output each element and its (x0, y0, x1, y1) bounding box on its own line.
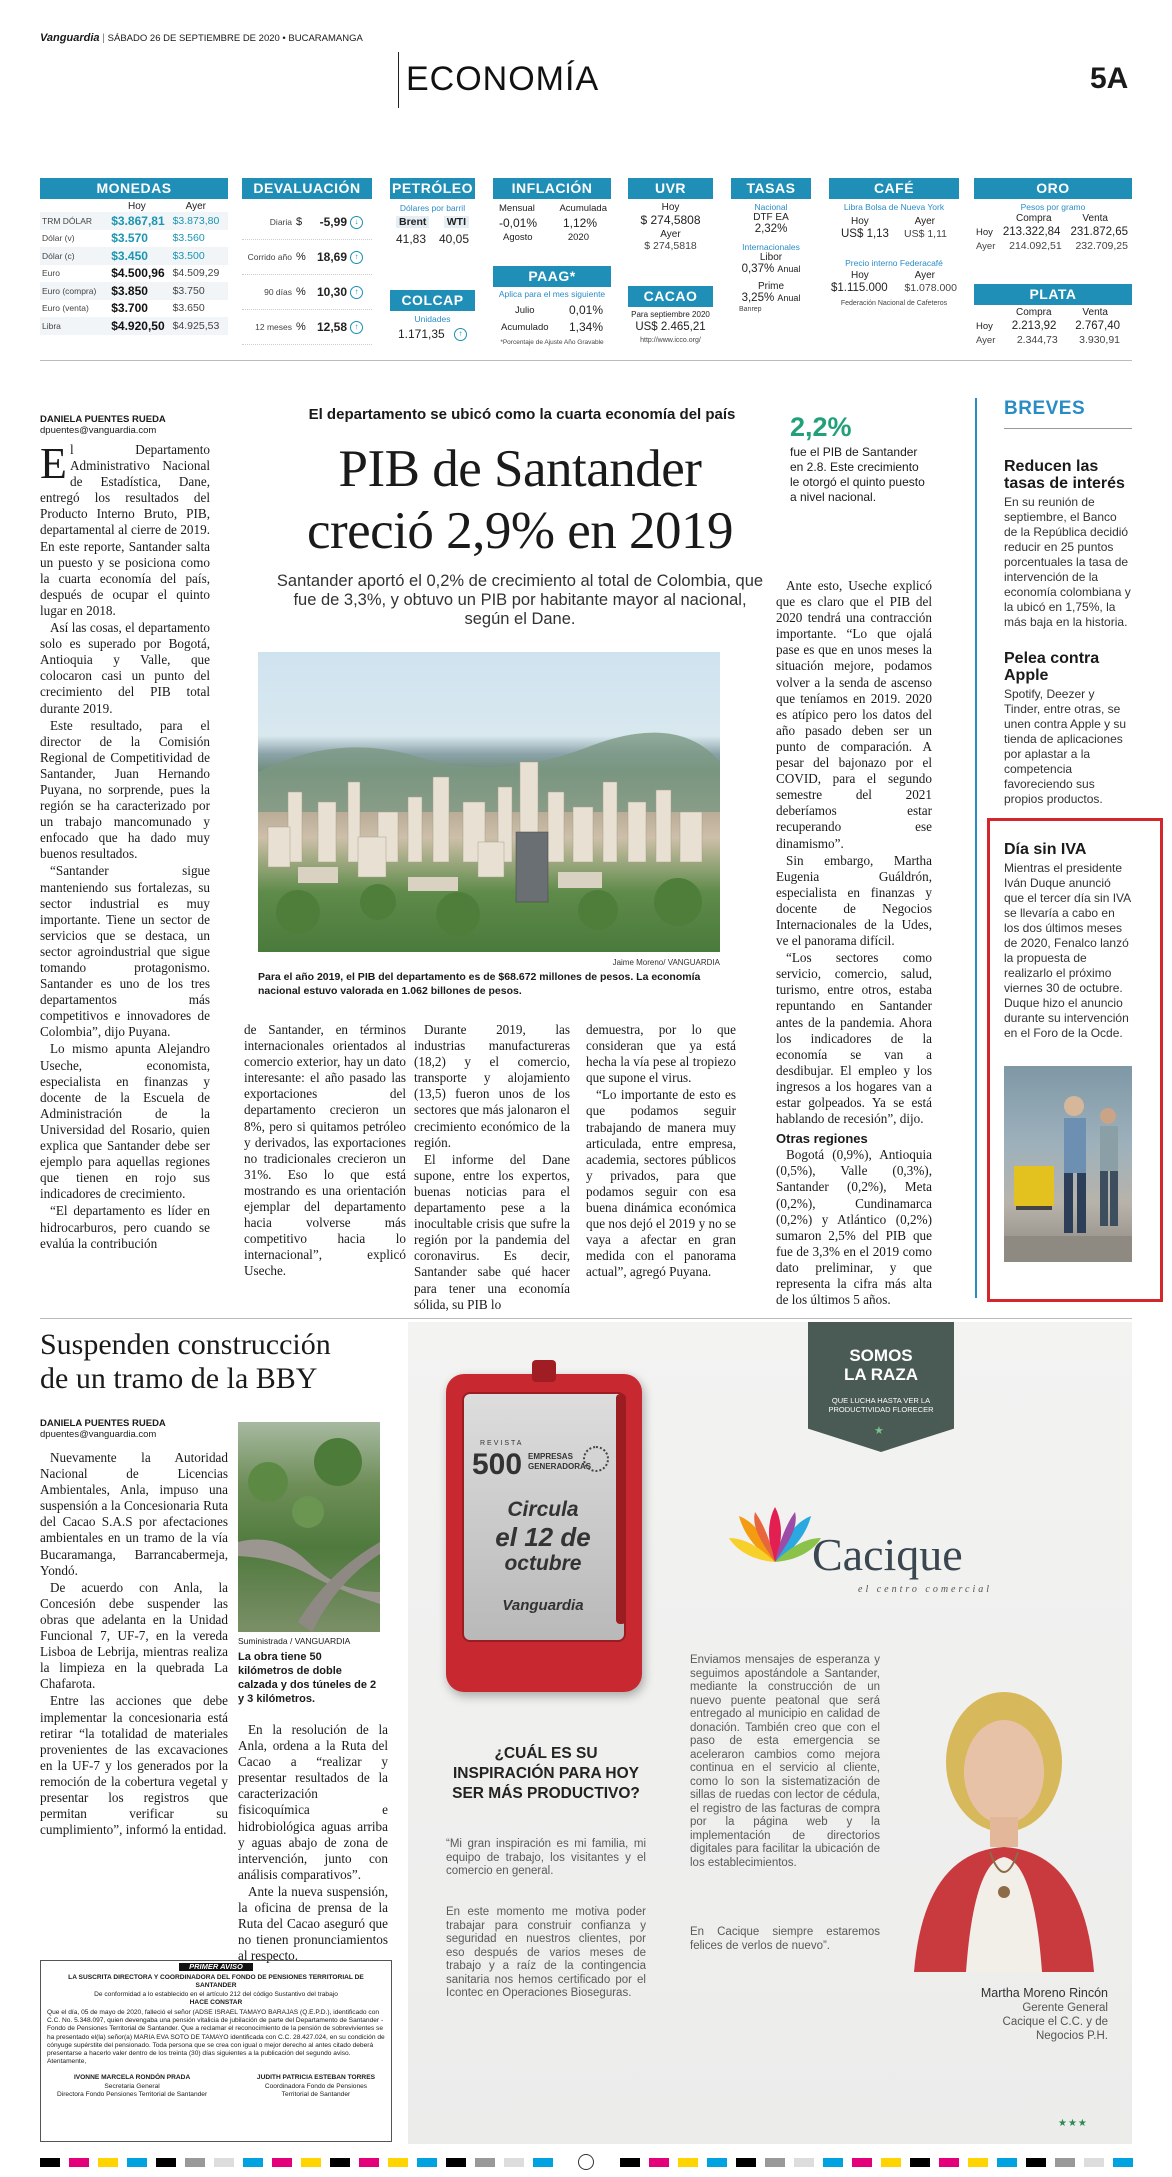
deval-label: Diaria (269, 217, 292, 227)
color-swatch (243, 2158, 263, 2167)
paag-acum-label: Acumulado (501, 321, 549, 333)
inflacion-box (493, 178, 611, 264)
paag-julio-value: 0,01% (568, 303, 603, 317)
circula-2: el 12 de (495, 1522, 591, 1552)
bby-col-2-paragraph: En la resolución de la Anla, ordena a la Ruta del Cacao a “realizar y presentar resultados de la caracterización fisicoquímica e hidrobiológica aguas arriba y aguas abajo de zona de intervención, junto con análisis comparativos”. (238, 1722, 388, 1882)
petroleo-sub: Dólares por barril (399, 203, 466, 213)
markets-bottom-rule (40, 360, 1132, 361)
devaluacion-title: DEVALUACIÓN (242, 178, 372, 199)
color-swatch (1113, 2158, 1133, 2167)
oro-hoy-label: Hoy (976, 226, 993, 238)
handle (532, 1360, 556, 1382)
bby-col-2 (238, 1722, 388, 1964)
main-col-1-paragraph: Así las cosas, el departamento solo es superado por Bogotá, Antioquia y Valle, que colocaron casi un punto del crecimiento del PIB total durante 2019. (40, 620, 210, 716)
section-divider (398, 52, 399, 108)
cacique-flower-icon (730, 1502, 820, 1592)
color-swatch (417, 2158, 437, 2167)
drop-cap: E (40, 439, 67, 488)
inflacion-acumulada-value: 1,12% (562, 216, 597, 230)
dtf-value: 2,32% (754, 223, 788, 235)
monedas-ayer-label: Ayer (185, 201, 206, 212)
breves-rule (1004, 428, 1132, 429)
color-swatch (794, 2158, 814, 2167)
deval-value: 12,58 (316, 320, 347, 334)
color-swatch (127, 2158, 147, 2167)
tasas-box (731, 178, 811, 350)
aviso-h1: LA SUSCRITA DIRECTORA Y COORDINADORA DEL FONDO DE PENSIONES TERRITORIAL DE SANTANDER (68, 1974, 364, 1990)
bby-col-1-paragraph: De acuerdo con Anla, la Concesión debe suspender las obras que adelanta en la Unidad Funcional 7, UF-7, en la vereda Lisboa de Lebrija, mientras realiza la limpieza en la quebrada La Chafarota. (40, 1579, 228, 1692)
cafe-note: Federación Nacional de Cafeteros (840, 300, 948, 307)
color-swatch (301, 2158, 321, 2167)
main-col-4-paragraph: “Lo importante de esto es que podamos seguir trabajando de manera muy articulada, entre empresa, academia, sectores públicos y privados, para que podamos seguir con esa buena dinámica económica que nos dejó el 2019 y no se vaya a afectar en gran medida con el panorama actual”, agregó Puyana. (586, 1087, 736, 1280)
oro-ayer-venta: 232.709,25 (1075, 240, 1128, 252)
ad-stars-icon: ★★★ (1058, 2118, 1088, 2129)
mag-sub-1: EMPRESAS (528, 1452, 573, 1461)
uvr-ayer-value: $ 274,5818 (644, 240, 697, 252)
mag-number: 500 (472, 1448, 523, 1481)
mag-label: REVISTA (480, 1440, 524, 1447)
aviso-sig2-name: JUDITH PATRICIA ESTEBAN TORRES (256, 2074, 375, 2082)
color-swatch (533, 2158, 553, 2167)
paag-sub: Aplica para el mes siguiente (498, 289, 606, 299)
cafe-sub2: Precio interno Federacafé (845, 258, 943, 268)
moneda-hoy: $3.450 (111, 248, 148, 263)
main-col-1-paragraph: Lo mismo apunta Alejandro Useche, economista, especialista en finanzas y docente de la Escuela de Administración de la Universidad del Rosario, quien explica que Santander debe ser ejemplo para aquellas regiones que tienen en rojo sus indicadores de crecimiento. (40, 1041, 210, 1202)
paag-box (493, 266, 611, 350)
uvr-hoy-label: Hoy (661, 202, 680, 213)
prime-unit: Anual (777, 293, 801, 303)
inflacion-mensual-value: -0,01% (499, 216, 538, 230)
deval-row (242, 240, 372, 275)
main-col-2-text: de Santander, en términos internacionales orientados al comercio exterior, hay un dato interesante: el año pasado las exportaciones del departamento crecieron un 8%, pero si quitamos petróleo y derivados, las exportaciones no tradicionales crecieron un 31%. Eso lo que está mostrando es una orientación ejemplar del departamento hacia volverse más competitivo hacia lo internacional”, explicó Useche. (244, 1022, 406, 1279)
paag-julio-label: Julio (515, 304, 535, 316)
badge-line-1: SOMOS (849, 1346, 913, 1365)
moneda-row (40, 282, 228, 300)
color-swatch (185, 2158, 205, 2167)
moneda-label: Euro (42, 268, 60, 279)
shoppers-illustration (1004, 1066, 1132, 1262)
uvr-title: UVR (628, 178, 713, 199)
moneda-hoy: $3.700 (111, 301, 148, 316)
cafe-ayer2-value: $1.078.000 (904, 282, 957, 294)
deval-label: 90 días (264, 287, 292, 297)
main-deck: Santander aportó el 0,2% de crecimiento al total de Colombia, que fue de 3,3%, y obtuvo un PIB por habitante mayor al nacional, según el Dane. (276, 572, 764, 628)
main-byline (40, 414, 200, 436)
main-col-5-paragraph: Ante esto, Useche explicó que es claro que el PIB del 2020 tendrá una contracción importante. “Lo que ojalá pase es que en unos meses la situación mejore, podamos volver a la senda de ascenso que teníamos en 2019. 2020 es atípico pero los datos del año pasado deben ser un punto de comparación. A pesar del bajonazo por el COVID, para el segundo semestre del 2021 deberíamos estar recuperando ese dinamismo”. (776, 578, 932, 851)
aviso-body: Que el día, 05 de mayo de 2020, falleció el señor (ADSE ISRAEL TAMAYO BARAJAS (Q.E.P.D.), identificado con C.C. No. 5.348.097, quien devengaba una pensión vitalicia de jubilación de parte del Departamento de Santander - Fondo de Pensiones Territorial de Santander. Que a reclamar el reconocimiento de la pensión de sobrevivientes se ha presentado el(la) señor(a) MARIA EVA SOTO DE TAMAYO identificada con C.C. 28.427.024, en su condición de cónyuge supérstite del pensionado. Toda persona que se crea con igual o mejor derecho al antes citado deberá presentarse a hacerlo valer dentro de los treinta (30) días siguientes a la publicación del segundo aviso. Atentamente, (47, 2009, 385, 2066)
oro-compra: Compra (1016, 213, 1052, 224)
cafe-title: CAFÉ (829, 178, 959, 199)
person-role-2: Cacique el C.C. y de (1002, 2016, 1108, 2028)
ad-quote-1: “Mi gran inspiración es mi familia, mi equipo de trabajo, los visitantes y el comercio en general. (446, 1838, 646, 1877)
petroleo-title: PETRÓLEO (390, 178, 475, 199)
ad-question: ¿CUÁL ES SU INSPIRACIÓN PARA HOY SER MÁS PRODUCTIVO? (452, 1745, 640, 1802)
cafe-ayer: Ayer (914, 216, 935, 227)
masthead-date: SÁBADO 26 DE SEPTIEMBRE DE 2020 • BUCARAMANGA (107, 33, 363, 44)
breves-title: BREVES (1004, 398, 1086, 419)
paag-title: PAAG* (493, 266, 611, 287)
breve-title: Reducen las tasas de interés (1004, 458, 1125, 492)
color-swatch (678, 2158, 698, 2167)
moneda-row (40, 300, 228, 318)
moneda-ayer: $4.925,53 (172, 319, 220, 332)
inflacion-mes: Agosto (503, 232, 533, 243)
cafe-box (829, 178, 959, 350)
moneda-ayer: $3.650 (172, 302, 205, 315)
person-role-1: Gerente General (1022, 2002, 1108, 2014)
main-kicker: El departamento se ubicó como la cuarta economía del país (308, 406, 736, 423)
wti-value: 40,05 (438, 232, 469, 246)
arrow-up-icon: ↑ (350, 286, 363, 299)
main-col-4-paragraph: demuestra, por lo que consideran que ya está hecha la vía pese al tropiezo que supone el virus. (586, 1022, 736, 1086)
breve-text: Mientras el presidente Iván Duque anunció que el tercer día sin IVA se llevaría a cabo en los dos últimos meses de 2020, Fenalco lanzó la propuesta de realizarlo el próximo viernes 30 de octubre. Duque hizo el anuncio durante su intervención en el Foro de la Ocde. (1004, 861, 1131, 1040)
main-photo-caption: Para el año 2019, el PIB del departamento es de $68.672 millones de pesos. La economía nacional estuvo valorada en 1.062 billones de pesos. (258, 971, 701, 997)
plata-title: PLATA (974, 284, 1132, 305)
plata-ayer-label: Ayer (976, 334, 996, 346)
cacao-box (628, 286, 713, 350)
aviso-h3: HACE CONSTAR (189, 1998, 243, 2006)
moneda-hoy: $3.850 (111, 283, 148, 298)
color-swatch (852, 2158, 872, 2167)
plata-hoy-venta: 2.767,40 (1075, 320, 1120, 332)
plata-hoy-compra: 2.213,92 (1011, 320, 1057, 332)
color-swatch (1084, 2158, 1104, 2167)
moneda-row (40, 212, 228, 230)
cafe-hoy2-value: $1.115.000 (831, 282, 888, 294)
main-col-5-paragraph: Sin embargo, Martha Eugenia Guáldrón, especialista en finanzas y docente de Negocios Internacionales de la Udes, ve el panorama difícil. (776, 852, 932, 949)
color-swatch (1055, 2158, 1075, 2167)
colcap-value: 1.171,35 (397, 327, 445, 341)
deval-row (242, 310, 372, 345)
plata-venta: Venta (1082, 307, 1108, 318)
badge-star-icon: ★ (874, 1425, 884, 1437)
moneda-label: Dólar (c) (42, 250, 75, 261)
breves-divider (975, 398, 977, 1298)
plata-ayer-venta: 3.930,91 (1079, 334, 1120, 346)
deval-unit: % (296, 286, 306, 298)
libor-label: Libor (759, 252, 783, 263)
bby-col-1-paragraph: Entre las acciones que debe implementar la concesionaria está retirar “la totalidad de materiales provenientes de las excavaciones en la UF-7 y los generados por la remoción de la cobertura vegetal y presentar los registros que permitan verificar su cumplimiento”, informó la entidad. (40, 1693, 228, 1838)
main-col-5 (776, 578, 932, 1308)
moneda-row (40, 265, 228, 283)
cacao-sub: Para septiembre 2020 (631, 310, 710, 319)
color-swatch (649, 2158, 669, 2167)
col5-end: Bogotá (0,9%), Antioquia (0,5%), Valle (0,3%), Santander (0,2%), Meta (0,2%), Cundinamarca (0,2%) y Atlántico (0,2%) sumaron 2,5% del PIB que fue de 3,3% en el 2019 como dato preliminar, y que representa la cifra más alta de los últimos 5 años. (776, 1147, 932, 1308)
color-swatch (968, 2158, 988, 2167)
oro-ayer-compra: 214.092,51 (1009, 240, 1062, 252)
main-headline-2: creció 2,9% en 2019 (306, 502, 734, 560)
oro-venta: Venta (1082, 213, 1108, 224)
road-illustration (238, 1422, 380, 1632)
aviso-box (40, 1960, 392, 2142)
bby-photo (238, 1422, 380, 1632)
moneda-hoy: $3.867,81 (111, 213, 165, 228)
aviso-sig2-role: Coordinadora Fondo de Pensiones (264, 2082, 368, 2090)
moneda-ayer: $3.500 (172, 249, 205, 262)
cafe-hoy2: Hoy (851, 270, 869, 281)
bby-email: dpuentes@vanguardia.com (40, 1429, 157, 1440)
bby-headline-1: Suspenden construcción (40, 1328, 331, 1361)
oro-ayer-label: Ayer (976, 240, 996, 252)
deval-value: 10,30 (316, 285, 347, 299)
mag-sub-2: GENERADORAS (528, 1462, 592, 1471)
color-swatch (330, 2158, 350, 2167)
bby-photo-caption: La obra tiene 50 kilómetros de doble calzada y dos túneles de 2 y 3 kilómetros. (238, 1651, 377, 1705)
color-swatch (707, 2158, 727, 2167)
tasas-note: Banrep (739, 306, 762, 313)
color-swatch (881, 2158, 901, 2167)
cacique-logo-sub: el centro comercial (858, 1584, 993, 1595)
moneda-ayer: $3.560 (172, 232, 205, 245)
person-role-3: Negocios P.H. (1035, 2030, 1108, 2042)
deval-label: Corrido año (247, 252, 292, 262)
moneda-label: Euro (compra) (42, 285, 97, 296)
moneda-row (40, 247, 228, 265)
brent-value: 41,83 (396, 232, 427, 246)
inflacion-anio: 2020 (567, 232, 589, 243)
main-col-1-paragraph: “El departamento es líder en hidrocarburos, pero cuando se evalúa la contribución (40, 1203, 210, 1251)
moneda-label: TRM DÓLAR (42, 215, 93, 226)
city-illustration (258, 652, 720, 952)
main-col-2 (244, 1022, 406, 1302)
masthead-brand: Vanguardia (40, 32, 100, 44)
color-swatch (272, 2158, 292, 2167)
inflacion-acumulada-label: Acumulada (559, 203, 607, 214)
color-swatch (388, 2158, 408, 2167)
deval-unit: % (296, 321, 306, 333)
ad-brand: Vanguardia (502, 1597, 584, 1614)
color-swatch (823, 2158, 843, 2167)
plata-box (974, 284, 1132, 350)
color-swatch (98, 2158, 118, 2167)
deval-value: 18,69 (316, 250, 347, 264)
mag-logo-icon (583, 1446, 609, 1472)
moneda-label: Libra (42, 320, 61, 331)
monedas-title: MONEDAS (40, 178, 228, 199)
arrow-down-icon: ↓ (350, 216, 363, 229)
cacique-logo: Cacique (812, 1529, 963, 1580)
color-swatch (69, 2158, 89, 2167)
mid-rule (40, 1318, 1132, 1319)
aviso-sig1-role: Secretaria General (104, 2082, 160, 2090)
color-swatch (40, 2158, 60, 2167)
arrow-up-icon: ↑ (350, 251, 363, 264)
wti-label: WTI (444, 216, 469, 228)
deval-row (242, 275, 372, 310)
moneda-ayer: $3.750 (172, 284, 205, 297)
arrow-up-icon: ↑ (454, 328, 467, 341)
tasas-internacionales: Internacionales (742, 242, 800, 252)
prime-value: 3,25% (741, 292, 775, 304)
color-swatch (359, 2158, 379, 2167)
aviso-sig1-org: Directora Fondo Pensiones Territorial de Santander (57, 2090, 208, 2098)
colcap-title: COLCAP (390, 290, 475, 311)
oro-hoy-compra: 213.322,84 (1002, 226, 1061, 238)
tasas-nacional: Nacional (754, 202, 788, 212)
aviso-h2: De conformidad a lo establecido en el artículo 212 del código Sustantivo del trabajo (94, 1990, 338, 1998)
cafe-hoy-value: US$ 1,13 (841, 228, 889, 240)
color-swatch (214, 2158, 234, 2167)
main-col-5-paragraph: “Los sectores como servicio, comercio, salud, turismo, entre otros, estaba repuntando en Santander antes de la pandemia. Ahora los indicadores de la economía se van a desdibujar. El empleo y los ingresos a los hogares van a estar golpeados. Ya se está hablando de recesión”, dijo. (776, 950, 932, 1127)
color-swatch (504, 2158, 524, 2167)
oro-title: ORO (974, 178, 1132, 199)
main-col-3-paragraph: Durante 2019, las industrias manufactureras (18,2) y el comercio, transporte y alojamiento (13,5) fueron unos de los sectores que más jalonaron el crecimiento económico de la región. (414, 1022, 570, 1150)
bby-photo-credit: Suministrada / VANGUARDIA (238, 1636, 351, 1646)
ad-quote-4: En Cacique siempre estaremos felices de verlos de nuevo”. (690, 1926, 880, 1952)
breve-title: Pelea contra Apple (1004, 650, 1100, 684)
cacao-title: CACAO (628, 286, 713, 307)
cafe-sub: Libra Bolsa de Nueva York (843, 202, 945, 212)
main-author: DANIELA PUENTES RUEDA (40, 414, 166, 425)
monedas-box (40, 178, 228, 350)
moneda-ayer: $3.873,80 (172, 214, 220, 227)
oro-box (974, 178, 1132, 276)
main-col-4 (586, 1022, 736, 1302)
color-swatch (156, 2158, 176, 2167)
prime-label: Prime (757, 281, 785, 292)
ad-quote-2: En este momento me motiva poder trabajar para construir confianza y seguridad en nuestros clientes, por eso después de varios meses de trabajo y a raíz de la contingencia sanitaria nos hemos certificado por el Icontec en Operaciones Bioseguras. (446, 1906, 646, 1999)
moneda-label: Dólar (v) (42, 233, 75, 244)
libor-unit: Anual (777, 264, 801, 274)
person-name: Martha Moreno Rincón (980, 1986, 1108, 2000)
moneda-ayer: $4.509,29 (172, 267, 220, 280)
plata-hoy-label: Hoy (976, 320, 993, 332)
petroleo-box (390, 178, 475, 262)
cafe-ayer2: Ayer (914, 270, 935, 281)
section-title: ECONOMÍA (406, 60, 600, 98)
main-col-3 (414, 1022, 570, 1312)
shoppers-photo (1004, 1066, 1132, 1262)
stat-value: 2,2% (790, 412, 852, 442)
stat-text: fue el PIB de Santander en 2.8. Este crecimiento le otorgó el quinto puesto a nivel nacional. (790, 445, 925, 504)
aviso-sig2-org: Territorial de Santander (281, 2090, 351, 2098)
libor-value: 0,37% (741, 263, 775, 275)
circula-3: octubre (504, 1552, 582, 1575)
main-photo (258, 652, 720, 952)
main-col-1-paragraph: l Departamento Administrativo Nacional de Estadística, Dane, entregó los resultados del Producto Interno Bruto, PIB, departamental al cierre de 2019. En este reporte, Santander salta un puesto y se posiciona como la cuarta economía del país, después de ocupar el quinto lugar en 2018. (40, 442, 210, 618)
person-illustration (894, 1652, 1114, 1972)
monedas-hoy-label: Hoy (128, 201, 146, 212)
register-mark-icon (578, 2154, 594, 2170)
uvr-box (628, 178, 713, 278)
devaluacion-box (242, 178, 372, 350)
person-photo (894, 1652, 1114, 1972)
cafe-hoy: Hoy (851, 216, 869, 227)
moneda-row (40, 230, 228, 248)
cacao-value: US$ 2.465,21 (635, 321, 706, 333)
deval-unit: $ (296, 216, 303, 228)
paag-note: *Porcentaje de Ajuste Año Gravable (500, 339, 604, 346)
deval-value: -5,99 (319, 215, 347, 229)
badge-line-2: LA RAZA (844, 1365, 918, 1384)
badge-sub: QUE LUCHA HASTA VER LA PRODUCTIVIDAD FLORECER (828, 1396, 934, 1414)
main-headline-1: PIB de Santander (338, 440, 702, 498)
plata-compra: Compra (1016, 307, 1052, 318)
main-photo-credit: Jaime Moreno/ VANGUARDIA (612, 958, 720, 967)
aviso-tag: PRIMER AVISO (179, 1963, 253, 1971)
stat-block (790, 412, 930, 505)
color-swatch (910, 2158, 930, 2167)
color-swatch (736, 2158, 756, 2167)
tasas-title: TASAS (731, 178, 811, 199)
bby-headline-2: de un tramo de la BBY (40, 1362, 318, 1395)
color-swatch (997, 2158, 1017, 2167)
col5-subhead: Otras regiones (776, 1131, 868, 1147)
inflacion-title: INFLACIÓN (493, 178, 611, 199)
bby-byline (40, 1418, 200, 1440)
dtf-label: DTF EA (753, 212, 789, 223)
color-swatch (475, 2158, 495, 2167)
oro-sub: Pesos por gramo (1020, 202, 1086, 212)
color-swatch (1026, 2158, 1046, 2167)
bby-col-1-paragraph: Nuevamente la Autoridad Nacional de Licencias Ambientales, Anla, impuso una suspensión a la Concesionaria Ruta del Cacao S.A.S por afectaciones ambientales en un tramo de la vía Bucaramanga, Barrancabermeja, Yondó. (40, 1450, 228, 1578)
breve-item (1004, 650, 1132, 807)
main-col-1 (40, 439, 210, 1304)
color-swatch (620, 2158, 640, 2167)
ad-quote-3: Enviamos mensajes de esperanza y seguimos apostándole a Santander, mediante la construcción de un nuevo puente peatonal que será entregado al municipio en calidad de donación. También creo que con el paso de esta emergencia se aceleraron cambios como mejora continua en el servicio al cliente, como lo son la sistematización de sillas de ruedas con lector de cédula, el registro de las facturas de compra por la página web y la implementación de directorios digitales para facilitar la ubicación de los establecimientos. (690, 1654, 880, 1869)
colcap-box (390, 290, 475, 350)
moneda-hoy: $3.570 (111, 231, 148, 246)
page-number: 5A (1090, 62, 1129, 95)
moneda-hoy: $4.500,96 (111, 266, 165, 281)
deval-label: 12 meses (255, 322, 292, 332)
color-swatch (939, 2158, 959, 2167)
aviso-sig1-name: IVONNE MARCELA RONDÓN PRADA (73, 2074, 191, 2082)
color-swatch (765, 2158, 785, 2167)
masthead: Vanguardia | SÁBADO 26 DE SEPTIEMBRE DE 2020 • BUCARAMANGA (40, 32, 363, 44)
deval-unit: % (296, 251, 306, 263)
breve-text: En su reunión de septiembre, el Banco de la República decidió reducir en 25 puntos porcentuales la tasa de intervención de la economía colombiana y la ubicó en 1,75%, la más baja en la historia. (1004, 495, 1131, 629)
cafe-ayer-value: US$ 1,11 (904, 228, 947, 240)
plata-ayer-compra: 2.344,73 (1016, 334, 1058, 346)
paag-acum-value: 1,34% (568, 320, 603, 334)
color-swatch (446, 2158, 466, 2167)
brent-label: Brent (396, 216, 429, 228)
bby-author: DANIELA PUENTES RUEDA (40, 1418, 166, 1429)
colcap-sub: Unidades (414, 314, 451, 324)
inflacion-mensual-label: Mensual (499, 203, 535, 214)
bby-col-1 (40, 1450, 228, 1932)
arrow-up-icon: ↑ (350, 321, 363, 334)
bby-col-2-paragraph: Ante la nueva suspensión, la oficina de prensa de la Ruta del Cacao aseguró que no tienen pronunciamientos al respecto. (238, 1883, 388, 1964)
deval-row (242, 205, 372, 240)
cacique-ad (408, 1322, 1132, 2144)
moneda-row (40, 317, 228, 335)
main-col-1-paragraph: “Santander sigue manteniendo sus fortalezas, su sector industrial es muy importante. Tiene un sector de servicios que se destaca, un sector agroindustrial que sigue tomando protagonismo. Santander es uno de los tres departamentos más competitivos e innovadores de Colombia”, dijo Puyana. (40, 863, 210, 1040)
main-email: dpuentes@vanguardia.com (40, 425, 157, 436)
main-col-1-paragraph: Este resultado, para el director de la Comisión Regional de Competitividad de Santander, Juan Hernando Puyana, no sorprende, pues la región se ha caracterizado por un trabajo mancomunado y enfocado que ha dado muy buenos resultados. (40, 717, 210, 862)
breve-title: Día sin IVA (1004, 841, 1087, 858)
breve-item (1004, 458, 1132, 630)
uvr-ayer-label: Ayer (660, 229, 681, 240)
cacao-note: http://www.icco.org/ (640, 337, 701, 344)
circula-1: Circula (507, 1498, 579, 1521)
moneda-hoy: $4.920,50 (111, 318, 165, 333)
breve-text: Spotify, Deezer y Tinder, entre otras, se unen contra Apple y su tienda de aplicaciones por aplastar a la competencia favoreciendo sus propios productos. (1004, 687, 1127, 806)
moneda-label: Euro (venta) (42, 303, 89, 314)
oro-hoy-venta: 231.872,65 (1070, 226, 1128, 238)
main-col-3-paragraph: El informe del Dane supone, entre los expertos, buenas noticias para el departamento pese a la inocultable crisis que sufre la región por la pandemia del coronavirus. Es decir, Santander sabe qué hacer para tener una economía sólida, su PIB lo (414, 1151, 570, 1312)
uvr-hoy-value: $ 274,5808 (640, 213, 701, 227)
